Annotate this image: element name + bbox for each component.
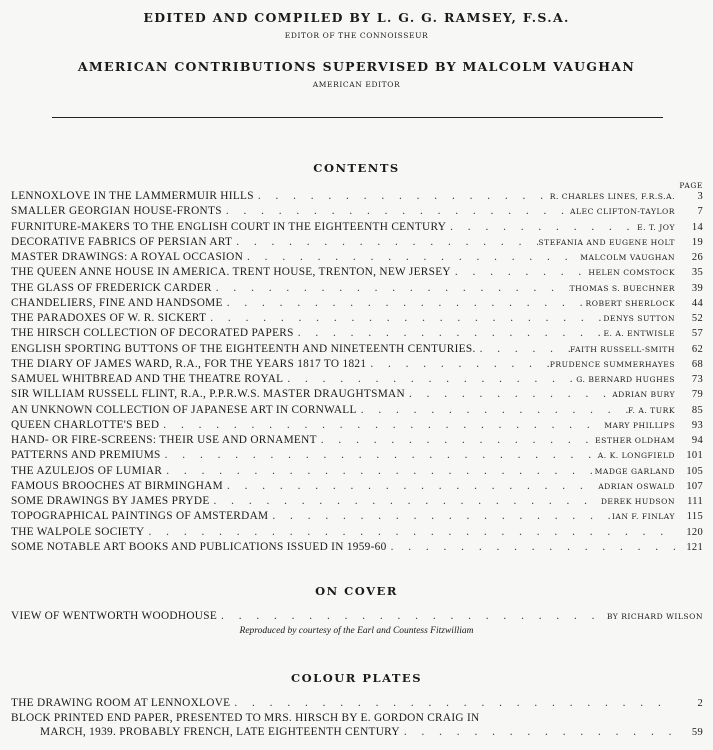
entry-page: 14 <box>691 221 703 233</box>
dot-leader <box>294 327 604 339</box>
entry-page: 68 <box>691 358 703 370</box>
entry-page: 115 <box>686 511 703 523</box>
dot-leader <box>317 434 595 446</box>
contents-entry <box>11 510 703 525</box>
entry-author: FAITH RUSSELL-SMITH <box>570 344 675 354</box>
entry-title: AN UNKNOWN COLLECTION OF JAPANESE ART IN CORNWALL <box>11 403 357 416</box>
plate-entry <box>11 712 703 727</box>
entry-author: ESTHER OLDHAM <box>595 436 675 446</box>
contents-entry <box>11 541 703 556</box>
entry-title: CHANDELIERS, FINE AND HANDSOME <box>11 296 223 309</box>
entry-author: ADRIAN BURY <box>612 390 675 400</box>
dot-leader <box>476 343 570 355</box>
dot-leader <box>223 480 598 492</box>
entry-page: 101 <box>686 450 703 462</box>
contents-entry <box>11 449 703 464</box>
entry-page: 26 <box>691 252 703 264</box>
contents-entry <box>11 205 703 220</box>
dot-leader <box>212 282 570 294</box>
entry-author: E. A. ENTWISLE <box>603 329 675 339</box>
plate-title-line2: MARCH, 1939. PROBABLY FRENCH, LATE EIGHTEENTH CENTURY <box>40 726 400 738</box>
contents-entry <box>11 404 703 419</box>
entry-title: SIR WILLIAM RUSSELL FLINT, R.A., P.P.R.W.S. MASTER DRAUGHTSMAN <box>11 388 405 401</box>
dot-leader <box>405 388 612 400</box>
entry-page: 7 <box>697 206 703 218</box>
entry-author: PRUDENCE SUMMERHAYES <box>549 359 675 369</box>
entry-author: ADRIAN OSWALD <box>598 481 675 491</box>
entry-title: SOME NOTABLE ART BOOKS AND PUBLICATIONS ISSUED IN 1959-60 <box>11 540 387 553</box>
plate-title: BLOCK PRINTED END PAPER, PRESENTED TO MRS. HIRSCH BY E. GORDON CRAIG IN <box>11 712 480 724</box>
contents-entry <box>11 327 703 342</box>
dot-leader <box>283 373 576 385</box>
entry-page: 79 <box>691 389 703 401</box>
page-column-label: PAGE <box>679 181 703 190</box>
editor-role: EDITOR OF THE CONNOISSEUR <box>284 31 429 40</box>
entry-title: ENGLISH SPORTING BUTTONS OF THE EIGHTEENTH AND NINETEENTH CENTURIES. <box>11 342 476 355</box>
contents-entry <box>11 266 703 281</box>
entry-title: DECORATIVE FABRICS OF PERSIAN ART <box>11 235 233 248</box>
dot-leader <box>268 510 612 522</box>
entry-page: 111 <box>687 496 703 508</box>
entry-page: 44 <box>691 297 703 309</box>
entry-author: MARY PHILLIPS <box>604 420 675 430</box>
entry-author: MADGE GARLAND <box>594 466 675 476</box>
dot-leader <box>162 465 594 477</box>
entry-page: 94 <box>691 435 703 447</box>
entry-title: THE DIARY OF JAMES WARD, R.A., FOR THE YEARS 1817 TO 1821 <box>11 357 367 370</box>
entry-title: FAMOUS BROOCHES AT BIRMINGHAM <box>11 479 223 492</box>
entry-author: E. T. JOY <box>637 222 675 232</box>
colour-plates-heading: COLOUR PLATES <box>290 671 423 685</box>
entry-title: FURNITURE-MAKERS TO THE ENGLISH COURT IN THE EIGHTEENTH CENTURY <box>11 220 447 233</box>
plate-page: 59 <box>691 727 703 738</box>
entry-title: HAND- OR FIRE-SCREENS: THEIR USE AND ORNAMENT <box>11 434 317 447</box>
entry-page: 107 <box>686 480 703 492</box>
dot-leader <box>254 190 550 202</box>
cover-author: BY RICHARD WILSON <box>606 612 703 621</box>
entry-author: ALEC CLIFTON-TAYLOR <box>570 207 675 217</box>
entry-page: 19 <box>691 236 703 248</box>
contents-entry <box>11 388 703 403</box>
entry-author: DENYS SUTTON <box>603 314 675 324</box>
entry-author: IAN F. FINLAY <box>611 512 675 522</box>
entry-title: TOPOGRAPHICAL PAINTINGS OF AMSTERDAM <box>11 510 269 523</box>
contents-entry <box>11 465 703 480</box>
entry-title: THE HIRSCH COLLECTION OF DECORATED PAPERS <box>11 327 294 340</box>
entry-title: THE GLASS OF FREDERICK CARDER <box>11 281 212 294</box>
plate-page: 2 <box>697 698 703 709</box>
contents-entry <box>11 495 703 510</box>
dot-leader <box>387 541 675 553</box>
dot-leader <box>222 205 570 217</box>
entry-page: 73 <box>691 374 703 386</box>
entry-page: 93 <box>691 419 703 431</box>
entry-author: HELEN COMSTOCK <box>588 268 675 278</box>
entry-author: F. A. TURK <box>627 405 675 415</box>
entry-page: 3 <box>697 191 703 202</box>
entry-author: ROBERT SHERLOCK <box>585 298 675 308</box>
contents-entry <box>11 297 703 312</box>
contents-entry <box>11 358 703 373</box>
entry-author: THOMAS S. BUECHNER <box>569 283 675 293</box>
entry-author: R. CHARLES LINES, F.R.S.A. <box>549 192 675 201</box>
contents-entry <box>11 526 703 541</box>
entry-author: STEFANIA AND EUGENE HOLT <box>538 237 675 247</box>
entry-title: MASTER DRAWINGS: A ROYAL OCCASION <box>11 251 244 264</box>
entry-page: 120 <box>686 526 703 538</box>
cover-credit: Reproduced by courtesy of the Earl and Countess Fitzwilliam <box>239 626 474 636</box>
dot-leader <box>223 297 586 309</box>
dot-leader <box>232 236 538 248</box>
entry-title: SAMUEL WHITBREAD AND THE THEATRE ROYAL <box>11 373 284 386</box>
contents-entry <box>11 419 703 434</box>
contents-entry <box>11 373 703 388</box>
contents-entry <box>11 251 703 266</box>
dot-leader <box>366 358 549 370</box>
dot-leader <box>400 726 675 738</box>
entry-page: 62 <box>691 343 703 355</box>
plate-entry <box>11 697 703 712</box>
entry-title: SOME DRAWINGS BY JAMES PRYDE <box>11 495 210 508</box>
entry-page: 52 <box>691 313 703 325</box>
dot-leader <box>446 221 637 233</box>
cover-heading: ON COVER <box>315 584 398 598</box>
entry-title: PATTERNS AND PREMIUMS <box>11 449 161 462</box>
contents-heading: CONTENTS <box>313 161 400 175</box>
cover-title: VIEW OF WENTWORTH WOODHOUSE <box>11 610 218 622</box>
dot-leader <box>206 312 603 324</box>
entry-page: 57 <box>691 328 703 340</box>
plate-title: THE DRAWING ROOM AT LENNOXLOVE <box>11 697 231 709</box>
plate-entry-continued <box>40 726 703 741</box>
entry-title: THE WALPOLE SOCIETY <box>11 525 145 538</box>
american-editor-line: AMERICAN CONTRIBUTIONS SUPERVISED BY MALCOLM VAUGHAN <box>77 59 636 74</box>
entry-page: 35 <box>691 267 703 279</box>
contents-entry <box>11 282 703 297</box>
dot-leader <box>159 419 604 431</box>
contents-entry <box>11 190 703 205</box>
entry-title: THE AZULEJOS OF LUMIAR <box>11 464 163 477</box>
dot-leader <box>161 449 598 461</box>
contents-entry <box>11 312 703 327</box>
dot-leader <box>230 697 675 709</box>
dot-leader <box>357 404 628 416</box>
entry-title: THE PARADOXES OF W. R. SICKERT <box>11 312 207 325</box>
dot-leader <box>217 610 607 622</box>
entry-title: SMALLER GEORGIAN HOUSE-FRONTS <box>11 205 222 218</box>
entry-page: 39 <box>691 282 703 294</box>
entry-page: 85 <box>691 404 703 416</box>
entry-author: MALCOLM VAUGHAN <box>580 253 675 263</box>
dot-leader <box>145 526 675 538</box>
entry-title: LENNOXLOVE IN THE LAMMERMUIR HILLS <box>11 190 254 202</box>
dot-leader <box>210 495 601 507</box>
entry-author: G. BERNARD HUGHES <box>576 375 675 385</box>
entry-author: A. K. LONGFIELD <box>597 451 675 461</box>
editor-line: EDITED AND COMPILED BY L. G. G. RAMSEY, F.S.A. <box>143 10 570 25</box>
contents-entry <box>11 480 703 495</box>
dot-leader <box>451 266 589 278</box>
contents-entry <box>11 434 703 449</box>
american-editor-role: AMERICAN EDITOR <box>312 80 401 89</box>
entry-page: 121 <box>686 541 703 553</box>
entry-page: 105 <box>686 465 703 477</box>
dot-leader <box>243 251 580 263</box>
cover-entry <box>11 610 703 625</box>
contents-entry <box>11 343 703 358</box>
entry-title: QUEEN CHARLOTTE'S BED <box>11 418 160 431</box>
divider <box>52 117 663 118</box>
contents-entry <box>11 236 703 251</box>
entry-title: THE QUEEN ANNE HOUSE IN AMERICA. TRENT HOUSE, TRENTON, NEW JERSEY <box>11 266 451 279</box>
contents-entry <box>11 221 703 236</box>
entry-author: DEREK HUDSON <box>600 497 675 507</box>
